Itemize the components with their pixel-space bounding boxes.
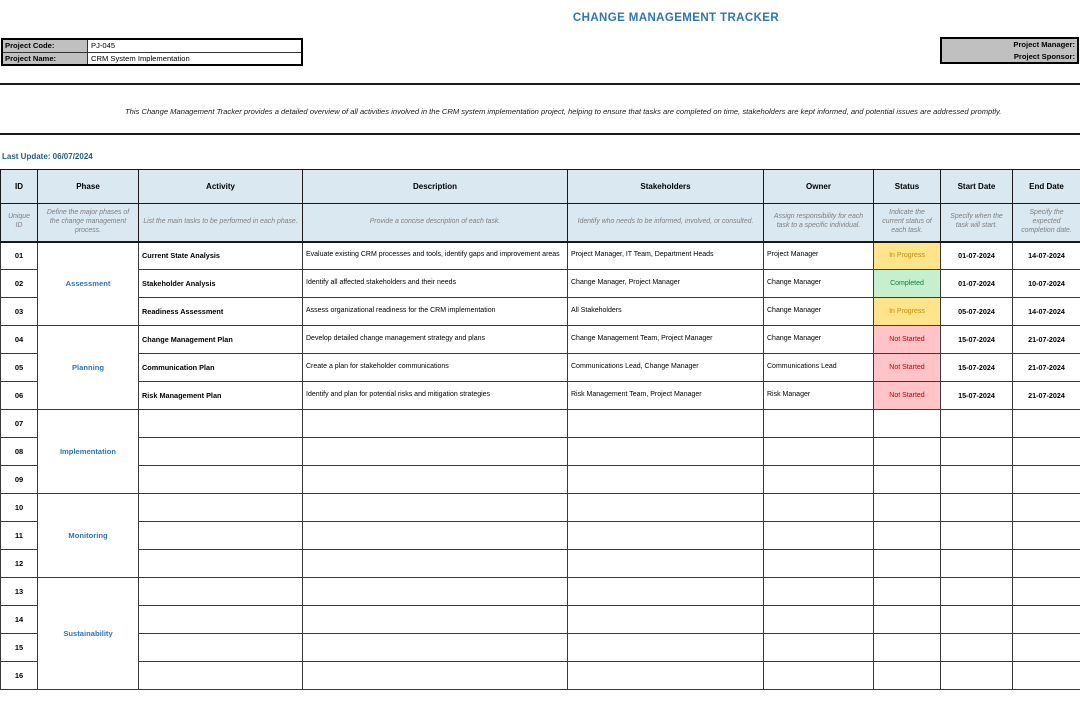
cell-start-date	[941, 634, 1013, 662]
cell-description	[303, 494, 568, 522]
cell-start-date	[941, 438, 1013, 466]
cell-owner: Change Manager	[764, 298, 874, 326]
cell-activity	[139, 494, 303, 522]
cell-description	[303, 466, 568, 494]
phase-cell-planning: Planning	[38, 326, 139, 410]
cell-activity: Current State Analysis	[139, 242, 303, 270]
cell-id: 10	[1, 494, 38, 522]
project-manager-label: Project Manager:	[1013, 40, 1075, 49]
project-people-box	[940, 37, 1079, 64]
cell-stakeholders	[568, 634, 764, 662]
status-badge	[874, 410, 941, 438]
cell-activity	[139, 662, 303, 690]
cell-start-date: 01-07-2024	[941, 242, 1013, 270]
cell-description	[303, 550, 568, 578]
header-hint-row	[1, 204, 1080, 242]
cell-description: Develop detailed change management strategy and plans	[303, 326, 568, 354]
col-header-description: Description	[303, 170, 568, 204]
cell-activity	[139, 578, 303, 606]
cell-description	[303, 410, 568, 438]
cell-end-date	[1013, 662, 1080, 690]
cell-end-date	[1013, 494, 1080, 522]
cell-activity: Communication Plan	[139, 354, 303, 382]
cell-start-date: 01-07-2024	[941, 270, 1013, 298]
cell-owner: Project Manager	[764, 242, 874, 270]
status-badge: Completed	[874, 270, 941, 298]
intro-band	[0, 83, 1080, 135]
col-hint-description: Provide a concise description of each task.	[303, 204, 568, 242]
col-hint-owner: Assign responsibility for each task to a specific individual.	[764, 204, 874, 242]
cell-activity	[139, 438, 303, 466]
col-header-phase: Phase	[38, 170, 139, 204]
cell-start-date	[941, 550, 1013, 578]
cell-description	[303, 662, 568, 690]
cell-stakeholders	[568, 662, 764, 690]
cell-stakeholders	[568, 550, 764, 578]
status-badge: Not Started	[874, 326, 941, 354]
table-row	[1, 550, 1080, 578]
cell-start-date	[941, 606, 1013, 634]
status-badge	[874, 494, 941, 522]
table-row	[1, 606, 1080, 634]
col-header-owner: Owner	[764, 170, 874, 204]
col-hint-status: Indicate the current status of each task.	[874, 204, 941, 242]
project-name-row	[3, 52, 301, 64]
cell-description	[303, 578, 568, 606]
cell-id: 07	[1, 410, 38, 438]
cell-end-date	[1013, 466, 1080, 494]
cell-description: Identify all affected stakeholders and their needs	[303, 270, 568, 298]
cell-end-date	[1013, 438, 1080, 466]
cell-activity: Risk Management Plan	[139, 382, 303, 410]
cell-stakeholders	[568, 606, 764, 634]
cell-owner	[764, 466, 874, 494]
cell-stakeholders: Project Manager, IT Team, Department Heads	[568, 242, 764, 270]
table-row	[1, 634, 1080, 662]
cell-owner	[764, 550, 874, 578]
project-code-row	[3, 40, 301, 52]
cell-end-date	[1013, 578, 1080, 606]
cell-id: 14	[1, 606, 38, 634]
cell-description	[303, 438, 568, 466]
cell-id: 04	[1, 326, 38, 354]
cell-end-date	[1013, 410, 1080, 438]
last-update-label: Last Update: 06/07/2024	[2, 152, 93, 161]
cell-owner	[764, 662, 874, 690]
table-row	[1, 466, 1080, 494]
cell-end-date	[1013, 606, 1080, 634]
col-header-id: ID	[1, 170, 38, 204]
cell-description: Evaluate existing CRM processes and tools, identify gaps and improvement areas	[303, 242, 568, 270]
col-hint-start-date: Specify when the task will start.	[941, 204, 1013, 242]
project-sponsor-label: Project Sponsor:	[1013, 51, 1075, 61]
col-header-start-date: Start Date	[941, 170, 1013, 204]
col-hint-stakeholders: Identify who needs to be informed, involved, or consulted.	[568, 204, 764, 242]
cell-end-date: 10-07-2024	[1013, 270, 1080, 298]
cell-start-date: 05-07-2024	[941, 298, 1013, 326]
cell-end-date	[1013, 634, 1080, 662]
table-row	[1, 354, 1080, 382]
cell-end-date: 21-07-2024	[1013, 354, 1080, 382]
cell-end-date: 14-07-2024	[1013, 242, 1080, 270]
cell-activity	[139, 522, 303, 550]
cell-end-date: 21-07-2024	[1013, 326, 1080, 354]
cell-stakeholders: All Stakeholders	[568, 298, 764, 326]
cell-owner: Risk Manager	[764, 382, 874, 410]
cell-owner	[764, 438, 874, 466]
cell-owner: Communications Lead	[764, 354, 874, 382]
status-badge	[874, 578, 941, 606]
status-badge	[874, 550, 941, 578]
cell-end-date	[1013, 550, 1080, 578]
status-badge: Not Started	[874, 354, 941, 382]
status-badge	[874, 438, 941, 466]
cell-stakeholders: Risk Management Team, Project Manager	[568, 382, 764, 410]
cell-end-date: 21-07-2024	[1013, 382, 1080, 410]
cell-id: 05	[1, 354, 38, 382]
phase-cell-assessment: Assessment	[38, 242, 139, 326]
cell-owner: Change Manager	[764, 270, 874, 298]
cell-id: 01	[1, 242, 38, 270]
col-hint-activity: List the main tasks to be performed in each phase.	[139, 204, 303, 242]
cell-description: Identify and plan for potential risks and mitigation strategies	[303, 382, 568, 410]
cell-activity	[139, 550, 303, 578]
cell-start-date	[941, 410, 1013, 438]
status-badge	[874, 466, 941, 494]
project-info-box	[1, 38, 303, 66]
cell-activity	[139, 606, 303, 634]
col-header-activity: Activity	[139, 170, 303, 204]
status-badge: In Progress	[874, 242, 941, 270]
cell-start-date: 15-07-2024	[941, 382, 1013, 410]
cell-id: 16	[1, 662, 38, 690]
cell-start-date	[941, 662, 1013, 690]
phase-cell-implementation: Implementation	[38, 410, 139, 494]
col-hint-id: Unique ID	[1, 204, 38, 242]
col-header-end-date: End Date	[1013, 170, 1080, 204]
cell-id: 15	[1, 634, 38, 662]
cell-activity	[139, 634, 303, 662]
cell-start-date: 15-07-2024	[941, 326, 1013, 354]
col-header-status: Status	[874, 170, 941, 204]
cell-owner	[764, 410, 874, 438]
cell-description	[303, 634, 568, 662]
intro-text: This Change Management Tracker provides a detailed overview of all activities involved in the CRM system implementation project, helping to ensure that tasks are completed on time, stakeholders are kept informed, and potential issues are addressed promptly.	[125, 107, 1002, 116]
cell-activity	[139, 410, 303, 438]
phase-cell-sustainability: Sustainability	[38, 578, 139, 690]
cell-id: 12	[1, 550, 38, 578]
cell-stakeholders: Communications Lead, Change Manager	[568, 354, 764, 382]
status-badge: Not Started	[874, 382, 941, 410]
table-row	[1, 410, 1080, 438]
cell-id: 08	[1, 438, 38, 466]
cell-stakeholders	[568, 522, 764, 550]
cell-activity: Change Management Plan	[139, 326, 303, 354]
table-row	[1, 578, 1080, 606]
cell-id: 11	[1, 522, 38, 550]
header-row	[1, 170, 1080, 204]
cell-start-date	[941, 578, 1013, 606]
cell-owner	[764, 606, 874, 634]
phase-cell-monitoring: Monitoring	[38, 494, 139, 578]
project-name-label: Project Name:	[3, 53, 88, 64]
project-code-label: Project Code:	[3, 40, 88, 52]
cell-end-date: 14-07-2024	[1013, 298, 1080, 326]
tracker-table	[0, 169, 1080, 690]
cell-owner	[764, 522, 874, 550]
status-badge	[874, 522, 941, 550]
table-row	[1, 438, 1080, 466]
cell-activity: Stakeholder Analysis	[139, 270, 303, 298]
cell-activity: Readiness Assessment	[139, 298, 303, 326]
status-badge	[874, 662, 941, 690]
cell-start-date: 15-07-2024	[941, 354, 1013, 382]
cell-id: 09	[1, 466, 38, 494]
cell-stakeholders	[568, 494, 764, 522]
status-badge: In Progress	[874, 298, 941, 326]
table-row	[1, 494, 1080, 522]
table-row	[1, 242, 1080, 270]
cell-start-date	[941, 522, 1013, 550]
cell-description	[303, 606, 568, 634]
cell-description	[303, 522, 568, 550]
cell-start-date	[941, 466, 1013, 494]
cell-start-date	[941, 494, 1013, 522]
table-row	[1, 326, 1080, 354]
col-hint-end-date: Specify the expected completion date.	[1013, 204, 1080, 242]
cell-id: 13	[1, 578, 38, 606]
cell-owner: Change Manager	[764, 326, 874, 354]
cell-activity	[139, 466, 303, 494]
cell-owner	[764, 634, 874, 662]
project-code-value: PJ-045	[91, 41, 116, 50]
table-row	[1, 382, 1080, 410]
cell-stakeholders: Change Management Team, Project Manager	[568, 326, 764, 354]
col-header-stakeholders: Stakeholders	[568, 170, 764, 204]
status-badge	[874, 606, 941, 634]
cell-stakeholders: Change Manager, Project Manager	[568, 270, 764, 298]
cell-id: 06	[1, 382, 38, 410]
cell-stakeholders	[568, 578, 764, 606]
table-row	[1, 522, 1080, 550]
table-row	[1, 270, 1080, 298]
cell-stakeholders	[568, 466, 764, 494]
page-title: CHANGE MANAGEMENT TRACKER	[572, 12, 780, 24]
cell-owner	[764, 578, 874, 606]
cell-id: 02	[1, 270, 38, 298]
project-name-value: CRM System Implementation	[91, 54, 190, 63]
status-badge	[874, 634, 941, 662]
cell-id: 03	[1, 298, 38, 326]
cell-stakeholders	[568, 438, 764, 466]
table-row	[1, 298, 1080, 326]
cell-owner	[764, 494, 874, 522]
cell-description: Create a plan for stakeholder communications	[303, 354, 568, 382]
cell-description: Assess organizational readiness for the CRM implementation	[303, 298, 568, 326]
col-hint-phase: Define the major phases of the change management process.	[38, 204, 139, 242]
cell-end-date	[1013, 522, 1080, 550]
cell-stakeholders	[568, 410, 764, 438]
table-row	[1, 662, 1080, 690]
